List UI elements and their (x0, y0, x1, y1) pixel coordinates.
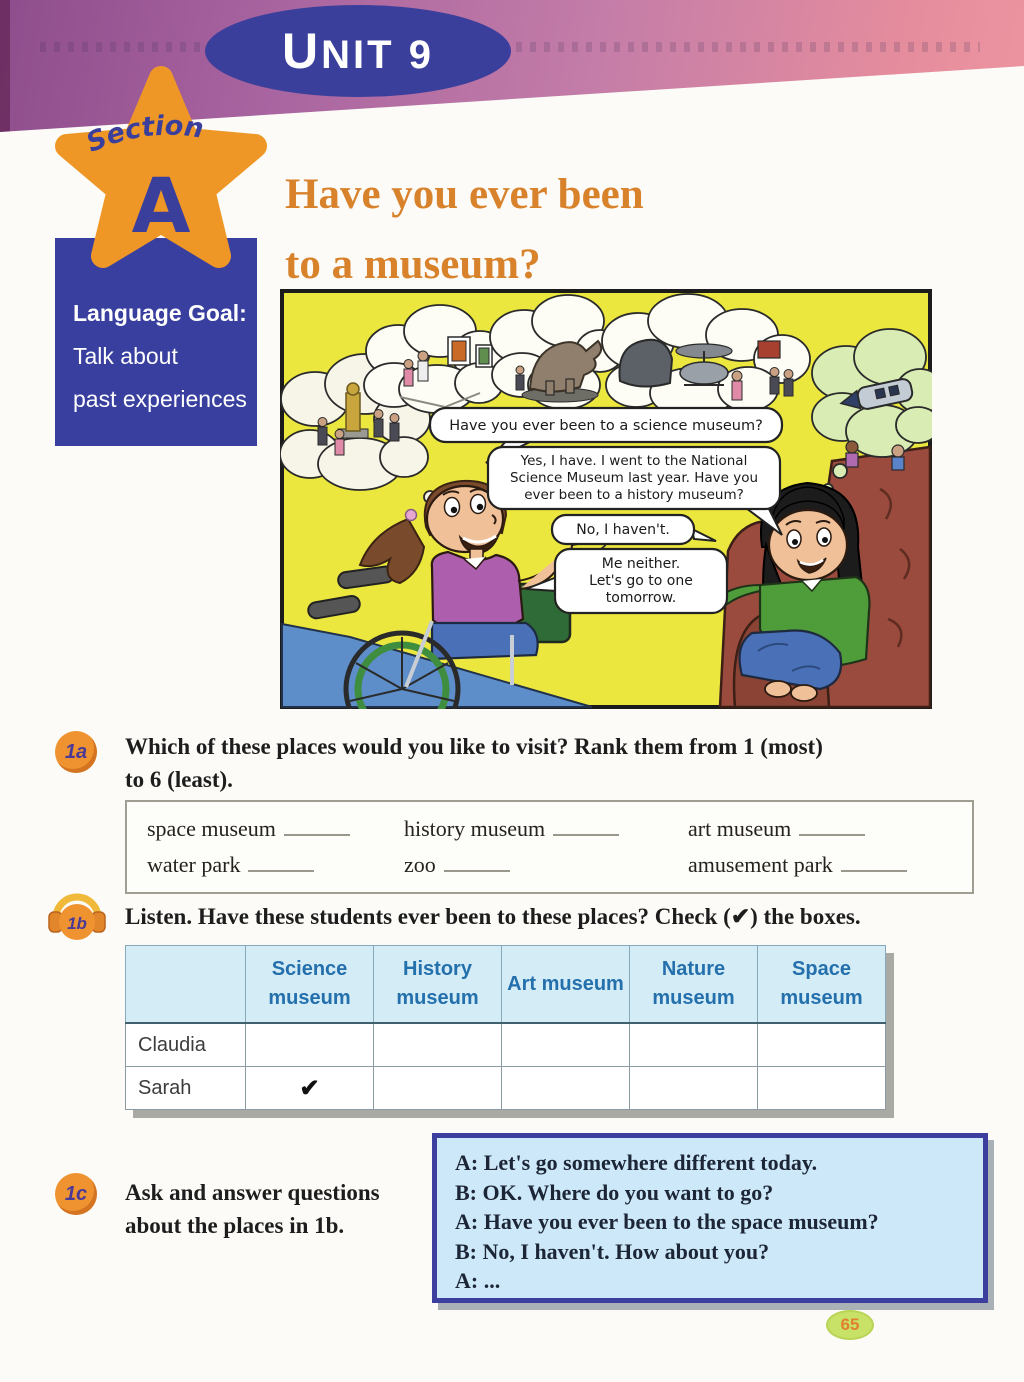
speech-text-2c: ever been to a history museum? (524, 487, 744, 503)
rank-blank (284, 818, 350, 836)
section-letter: A (131, 161, 191, 250)
prompt-1a (125, 730, 975, 796)
page-number-badge (826, 1310, 874, 1340)
badge-1b (46, 884, 106, 951)
speech-bubble-3 (552, 515, 716, 544)
dialogue-line: A: ... (455, 1268, 501, 1293)
prompt-1c (125, 1176, 425, 1242)
table-row (126, 1067, 886, 1110)
badge-1a-label: 1a (64, 740, 88, 763)
check-cell (758, 1023, 886, 1067)
page-title-line2: to a museum? (285, 241, 541, 288)
speech-text-3: No, I haven't. (576, 522, 670, 538)
table-header-row (126, 946, 886, 1024)
place-label: art museum (688, 816, 792, 841)
badge-1b-label: 1b (67, 914, 87, 933)
badge-1a (55, 731, 97, 773)
speech-text-2a: Yes, I have. I went to the National (520, 453, 748, 469)
prompt-1c-line2: about the places in 1b. (125, 1213, 345, 1238)
speech-text-4c: tomorrow. (605, 590, 677, 606)
rank-blank (799, 818, 865, 836)
language-goal-line1: Talk about (73, 343, 178, 369)
speech-text-2b: Science Museum last year. Have you (509, 470, 759, 486)
check-cell (630, 1067, 758, 1110)
headphones-icon (46, 884, 106, 946)
star-icon (44, 60, 278, 276)
ranking-box (125, 800, 974, 894)
dialogue-line: B: No, I haven't. How about you? (455, 1238, 770, 1264)
place-label: water park (147, 852, 241, 877)
speech-text-4b: Let's go to one (589, 573, 693, 589)
col-history-museum: History museum (374, 946, 502, 1024)
place-item (404, 816, 619, 842)
rank-blank (553, 818, 619, 836)
check-cell (502, 1023, 630, 1067)
rank-blank (841, 854, 907, 872)
dialogue-box (432, 1133, 988, 1303)
speech-text-4a: Me neither. (601, 556, 681, 572)
student-name: Sarah (126, 1067, 246, 1110)
col-space-museum: Space museum (758, 946, 886, 1024)
check-cell (246, 1023, 374, 1067)
page-title-line1: Have you ever been (285, 171, 644, 218)
dialogue-line: B: OK. Where do you want to go? (455, 1179, 774, 1205)
place-label: space museum (147, 816, 276, 841)
comic-illustration (280, 289, 932, 709)
place-item (147, 816, 350, 842)
col-science-museum: Science museum (246, 946, 374, 1024)
comic-scene (280, 289, 932, 709)
prompt-1c-line1: Ask and answer questions (125, 1180, 380, 1205)
student-name: Claudia (126, 1023, 246, 1067)
place-label: history museum (404, 816, 546, 841)
place-item (404, 852, 510, 878)
check-cell (630, 1023, 758, 1067)
place-label: amusement park (688, 852, 833, 877)
table-corner-cell (126, 946, 246, 1024)
table-row (126, 1023, 886, 1067)
unit-label: UNIT 9 (282, 23, 434, 79)
page-number: 65 (840, 1315, 860, 1334)
place-item (147, 852, 314, 878)
speech-bubble-4 (526, 549, 727, 613)
check-cell (374, 1023, 502, 1067)
place-item (688, 852, 907, 878)
place-label: zoo (404, 852, 436, 877)
speech-text-1: Have you ever been to a science museum? (449, 418, 763, 434)
banner-left-edge (0, 0, 10, 132)
language-goal-line2: past experiences (73, 386, 247, 412)
language-goal-heading: Language Goal: (73, 300, 247, 326)
check-cell (374, 1067, 502, 1110)
section-star (44, 60, 278, 276)
prompt-1b: Listen. Have these students ever been to these places? Check (✔) the boxes. (125, 904, 861, 929)
page-title (285, 160, 644, 300)
place-item (688, 816, 865, 842)
section-word: Section (82, 110, 206, 159)
col-art-museum: Art museum (502, 946, 630, 1024)
check-cell (502, 1067, 630, 1110)
rank-blank (248, 854, 314, 872)
prompt-1a-line1: Which of these places would you like to visit? Rank them from 1 (most) (125, 734, 823, 759)
listening-table (125, 945, 886, 1110)
prompt-1a-line2: to 6 (least). (125, 767, 233, 792)
check-cell: ✔ (246, 1067, 374, 1110)
check-cell (758, 1067, 886, 1110)
dialogue-line: A: Let's go somewhere different today. (455, 1150, 818, 1175)
badge-1c-label: 1c (64, 1182, 88, 1205)
rank-blank (444, 854, 510, 872)
col-nature-museum: Nature museum (630, 946, 758, 1024)
badge-1c (55, 1173, 97, 1215)
dialogue-line: A: Have you ever been to the space museum? (455, 1209, 879, 1234)
